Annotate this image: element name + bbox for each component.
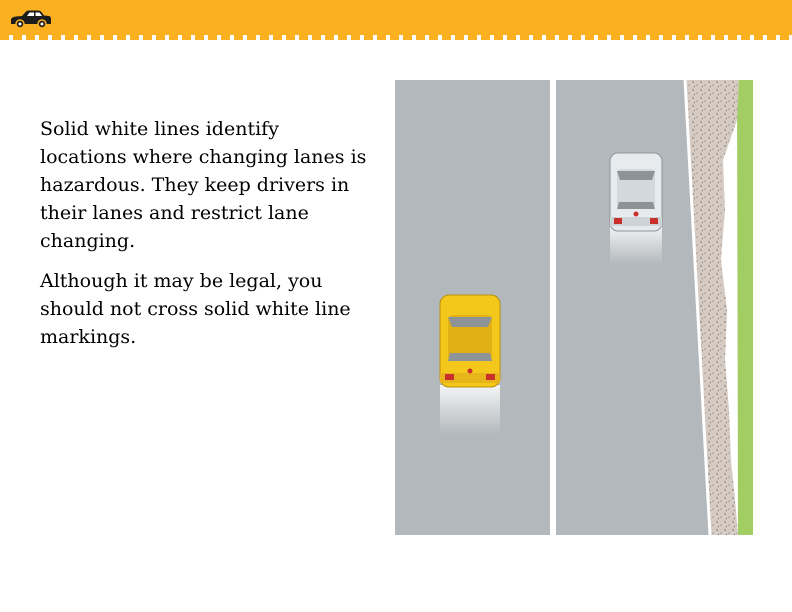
header-banner-edge (0, 35, 792, 40)
taxi-vehicle (440, 295, 500, 435)
body-text (40, 115, 370, 363)
header-banner (0, 0, 792, 38)
grass-strip (735, 80, 755, 535)
paragraph-solid-white-lines: Solid white lines identify locations where changing lanes is hazardous. They keep drivers in their lanes and restrict lane changing. (40, 118, 367, 252)
car-icon (9, 9, 53, 29)
road-illustration (395, 80, 755, 535)
sedan-vehicle (610, 153, 662, 265)
paragraph-crossing-advice: Although it may be legal, you should not cross solid white line markings. (40, 270, 351, 348)
solid-white-lane-line (550, 80, 556, 535)
